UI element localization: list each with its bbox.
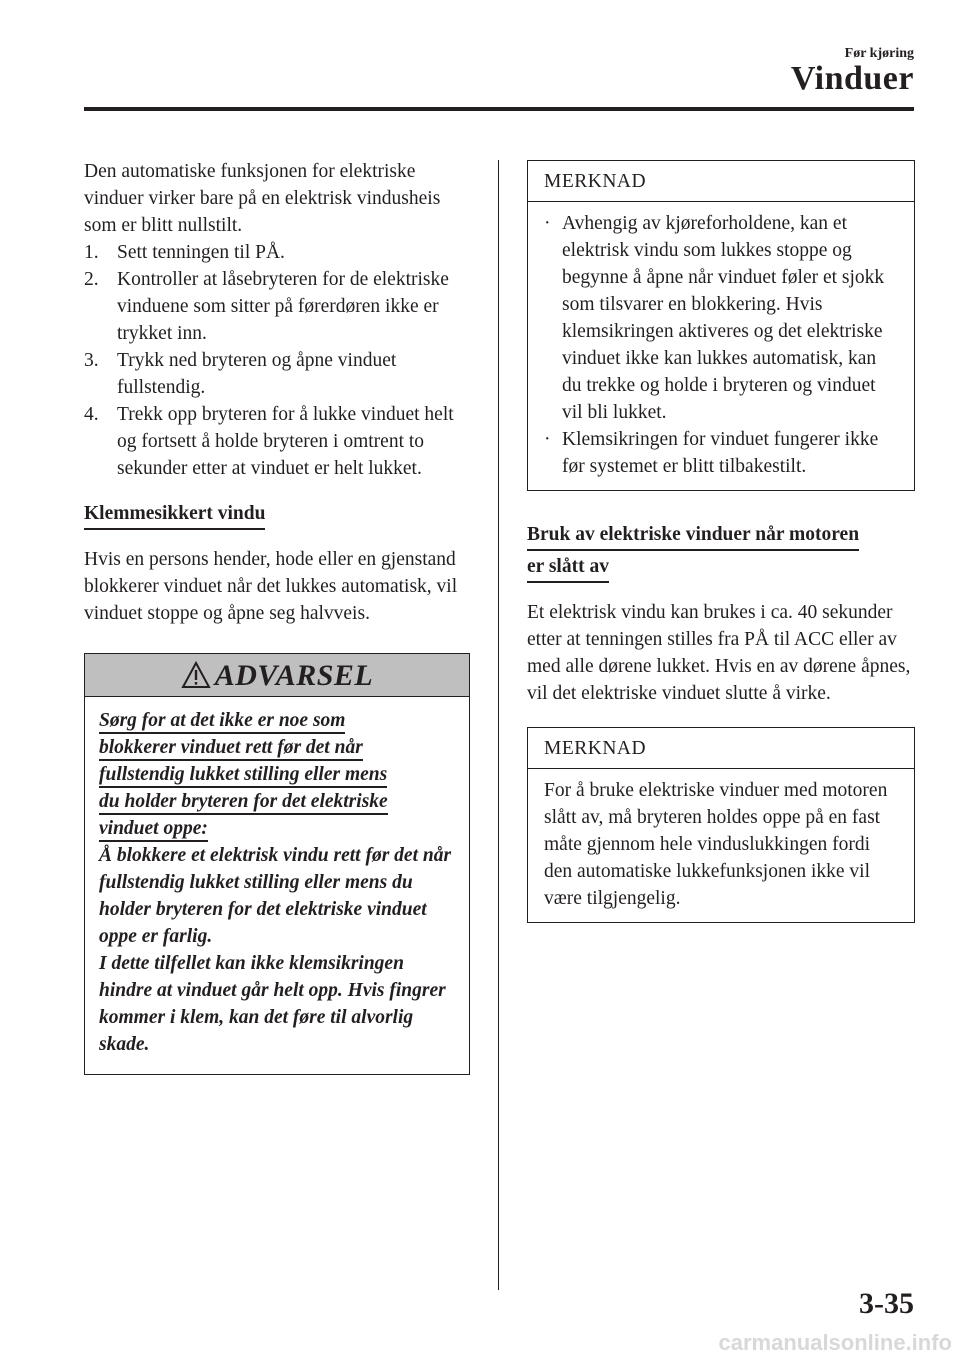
note-box-2 — [527, 727, 915, 923]
step-item — [84, 266, 474, 347]
subheading-klemmesikkert: Klemmesikkert vindu — [84, 501, 265, 530]
warning-text-2: I dette tilfellet kan ikke klemsikringen hindre at vinduet går helt opp. Hvis fingrer kommer i klem, kan det føre til alvorlig skade. — [99, 953, 446, 1055]
column-divider — [498, 160, 499, 1290]
note-body — [528, 202, 914, 490]
bullet-dot-icon: · — [544, 213, 551, 234]
step-text: Trekk opp bryteren for å lukke vinduet helt og fortsett å holde bryteren i omtrent to sekunder etter at vinduet er helt lukket. — [117, 404, 454, 479]
steps-list — [84, 239, 474, 482]
step-item — [84, 347, 474, 401]
note-bullet-text: Klemsikringen for vinduet fungerer ikke før systemet er blitt tilbakestilt. — [562, 429, 879, 477]
note-bullet — [544, 426, 900, 480]
watermark: carmanualsonline.info — [718, 1330, 952, 1355]
warning-title: ADVARSEL — [214, 658, 374, 692]
left-column — [84, 158, 474, 1075]
warning-underlined-line: fullstendig lukket stilling eller mens — [99, 764, 387, 788]
motor-av-paragraph: Et elektrisk vindu kan brukes i ca. 40 sekunder etter at tenningen stilles fra PÅ til ACC eller av med alle dørene lukket. Hvis en av dørene åpnes, vil det elektriske vinduet slutte å virke. — [527, 602, 911, 704]
subheading-line: Bruk av elektriske vinduer når motoren — [527, 522, 859, 551]
note-text: For å bruke elektriske vinduer med motoren slått av, må bryteren holdes oppe på en fast måte gjennom hele vinduslukkingen fordi den automatiske lukkefunksjonen ikke vil være tilgjengelig. — [544, 780, 888, 909]
header-rule — [84, 107, 914, 111]
step-number: 1. — [84, 242, 99, 263]
note-bullet-text: Avhengig av kjøreforholdene, kan et elektrisk vindu som lukkes stoppe og begynne å åpne når vinduet føler et sjokk som tilsvarer en blokkering. Hvis klemsikringen aktiveres og det elektriske vinduet ikke kan lukkes automatisk, kan du trekke og holde i bryteren og vinduet vil bli lukket. — [562, 213, 885, 423]
warning-underlined-line: vinduet oppe: — [99, 818, 208, 842]
note-box-1 — [527, 160, 915, 491]
klemmesikkert-paragraph: Hvis en persons hender, hode eller en gjenstand blokkerer vinduet når det lukkes automatisk, vil vinduet stoppe og åpne seg halvveis. — [84, 549, 458, 624]
warning-header — [85, 654, 469, 697]
page-number: 3-35 — [859, 1287, 914, 1320]
note-bullet — [544, 210, 900, 426]
warning-text-1: Å blokkere et elektrisk vindu rett før det når fullstendig lukket stilling eller mens du holder bryteren for det elektriske vinduet oppe er farlig. — [99, 845, 452, 947]
warning-underlined-line: blokkerer vinduet rett før det når — [99, 737, 363, 761]
step-item — [84, 239, 474, 266]
note-body — [528, 769, 914, 922]
step-text: Sett tenningen til PÅ. — [117, 242, 285, 263]
step-number: 2. — [84, 269, 99, 290]
bullet-dot-icon: · — [544, 429, 551, 450]
warning-underlined-line: du holder bryteren for det elektriske — [99, 791, 388, 815]
section-label: Før kjøring — [844, 46, 914, 61]
warning-body — [85, 697, 469, 1074]
warning-box — [84, 653, 470, 1075]
warning-underlined-line: Sørg for at det ikke er noe som — [99, 710, 345, 734]
step-text: Kontroller at låsebryteren for de elektriske vinduene som sitter på førerdøren ikke er trykket inn. — [117, 269, 449, 344]
step-item — [84, 401, 474, 482]
step-text: Trykk ned bryteren og åpne vinduet fullstendig. — [117, 350, 397, 398]
intro-paragraph: Den automatiske funksjonen for elektriske vinduer virker bare på en elektrisk vindusheis som er blitt nullstilt. — [84, 161, 441, 236]
subheading-motor-av — [527, 521, 915, 583]
subheading-line: er slått av — [527, 554, 609, 583]
note-header: MERKNAD — [528, 728, 914, 769]
note-header: MERKNAD — [528, 161, 914, 202]
step-number: 3. — [84, 350, 99, 371]
right-column — [527, 160, 915, 923]
step-number: 4. — [84, 404, 99, 425]
warning-triangle-icon — [181, 661, 211, 689]
page-title: Vinduer — [790, 60, 914, 97]
